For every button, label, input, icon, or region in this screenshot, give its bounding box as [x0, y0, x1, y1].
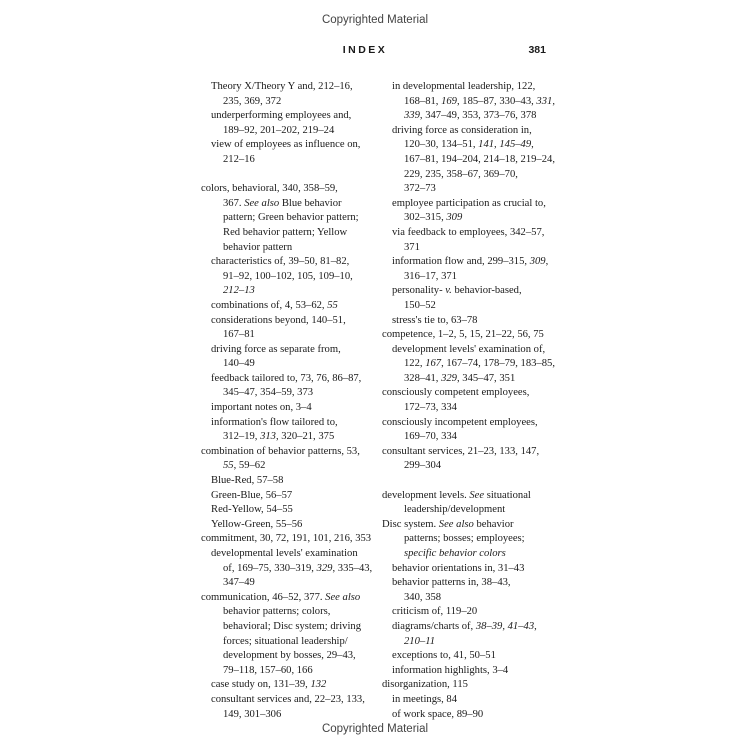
index-entry-continuation: 229, 235, 358–67, 369–70,	[404, 168, 518, 180]
index-entry-continuation: 347–49	[223, 577, 255, 589]
index-subentry: of work space, 89–90	[392, 708, 484, 720]
index-entry-continuation: leadership/development	[404, 504, 506, 516]
index-entry-continuation: 120–30, 134–51, 141, 145–49,	[404, 139, 534, 151]
index-entry-continuation: forces; situational leadership/	[223, 635, 348, 647]
index-entry: consciously incompetent employees,	[382, 416, 538, 428]
index-subentry: criticism of, 119–20	[392, 606, 478, 618]
index-subentry: important notes on, 3–4	[211, 402, 312, 414]
index-subentry: Yellow-Green, 55–56	[211, 518, 303, 530]
index-entry: Disc system. See also behavior	[382, 518, 514, 530]
page-number: 381	[528, 44, 546, 56]
index-subentry: information highlights, 3–4	[392, 664, 509, 676]
index-entry-continuation: 167–81	[223, 329, 255, 341]
index-subentry: in developmental leadership, 122,	[392, 81, 536, 92]
index-entry-continuation: 339, 347–49, 353, 373–76, 378	[404, 110, 537, 122]
index-entry-continuation: 140–49	[223, 358, 255, 370]
index-subentry: development levels' examination of,	[392, 343, 546, 355]
index-subentry: information's flow tailored to,	[211, 416, 338, 428]
index-entry-continuation: 122, 167, 167–74, 178–79, 183–85,	[404, 358, 555, 370]
index-entry-continuation: 79–118, 157–60, 166	[223, 664, 313, 676]
index-entry-continuation: behavioral; Disc system; driving	[223, 620, 361, 632]
index-subentry: developmental levels' examination	[211, 548, 358, 559]
index-entry-continuation: 345–47, 354–59, 373	[223, 387, 314, 399]
index-entry-continuation: of, 169–75, 330–319, 329, 335–43,	[223, 562, 373, 574]
index-entry-continuation: 169–70, 334	[404, 431, 457, 443]
index-entry-continuation: 328–41, 329, 345–47, 351	[404, 372, 516, 384]
index-entry: commitment, 30, 72, 191, 101, 216, 353	[201, 533, 372, 545]
index-entry-continuation: 168–81, 169, 185–87, 330–43, 331,	[404, 95, 555, 107]
index-subentry: Theory X/Theory Y and, 212–16,	[211, 81, 353, 92]
index-subentry: underperforming employees and,	[211, 110, 352, 122]
index-subentry: characteristics of, 39–50, 81–82,	[211, 256, 350, 268]
index-subentry: behavior patterns in, 38–43,	[392, 577, 511, 589]
index-entry-continuation: development by bosses, 29–43,	[223, 650, 356, 662]
index-subentry: Blue-Red, 57–58	[211, 475, 284, 487]
index-subentry: information flow and, 299–315, 309,	[392, 256, 549, 268]
index-entry: competence, 1–2, 5, 15, 21–22, 56, 75	[382, 329, 544, 341]
index-subentry: feedback tailored to, 73, 76, 86–87,	[211, 372, 362, 384]
index-subentry: via feedback to employees, 342–57,	[392, 226, 545, 238]
index-entry-continuation: 235, 369, 372	[223, 95, 282, 107]
index-entry-continuation: 371	[404, 241, 420, 253]
index-entry-continuation: pattern; Green behavior pattern;	[223, 212, 359, 224]
index-entry-continuation: patterns; bosses; employees;	[404, 533, 525, 545]
index-entry-continuation: 150–52	[404, 299, 436, 311]
index-entry-continuation: 55, 59–62	[223, 460, 266, 472]
index-entry-continuation: behavior pattern	[223, 241, 293, 253]
index-entry: disorganization, 115	[382, 679, 468, 691]
watermark-bottom: Copyrighted Material	[321, 723, 429, 735]
index-entry: development levels. See situational	[382, 489, 531, 501]
index-entry-continuation: specific behavior colors	[404, 548, 506, 559]
index-subentry: diagrams/charts of, 38–39, 41–43,	[392, 620, 537, 632]
index-entry-continuation: 91–92, 100–102, 105, 109–10,	[223, 270, 353, 282]
entry-spacer	[382, 474, 552, 489]
index-entry-continuation: Red behavior pattern; Yellow	[223, 226, 348, 238]
index-entry-continuation: 212–13	[223, 285, 255, 297]
index-entry-continuation: 302–315, 309	[404, 212, 463, 224]
index-entry-continuation: 189–92, 201–202, 219–24	[223, 124, 335, 136]
index-subentry: Green-Blue, 56–57	[211, 489, 293, 501]
index-subentry: considerations beyond, 140–51,	[211, 314, 346, 326]
index-column-right	[382, 80, 555, 722]
index-entry: consciously competent employees,	[382, 387, 530, 399]
index-entry-continuation: behavior patterns; colors,	[223, 606, 331, 618]
index-subentry: driving force as consideration in,	[392, 124, 532, 136]
index-subentry: in meetings, 84	[392, 693, 458, 705]
index-subentry: consultant services and, 22–23, 133,	[211, 693, 365, 705]
index-entry-continuation: 210–11	[404, 635, 435, 647]
index-subentry: employee participation as crucial to,	[392, 197, 546, 209]
index-entry-continuation: 340, 358	[404, 591, 442, 603]
index-entry-continuation: 172–73, 334	[404, 402, 457, 414]
index-subentry: personality- v. behavior-based,	[392, 285, 522, 297]
index-entry: colors, behavioral, 340, 358–59,	[201, 183, 338, 195]
index-entry-continuation: 212–16	[223, 153, 255, 165]
index-entry-continuation: 299–304	[404, 460, 442, 472]
index-entry-continuation: 372–73	[404, 183, 436, 195]
index-subentry: combinations of, 4, 53–62, 55	[211, 299, 338, 311]
entry-spacer	[201, 168, 381, 183]
index-subentry: stress's tie to, 63–78	[392, 314, 478, 326]
index-entry-continuation: 312–19, 313, 320–21, 375	[223, 431, 335, 443]
index-entry: combination of behavior patterns, 53,	[201, 445, 360, 457]
index-entry-continuation: 167–81, 194–204, 214–18, 219–24,	[404, 153, 555, 165]
index-entry-continuation: 367. See also Blue behavior	[223, 197, 342, 209]
watermark-top: Copyrighted Material	[321, 14, 429, 26]
index-subentry: driving force as separate from,	[211, 343, 341, 355]
running-header-title: INDEX	[342, 44, 388, 56]
index-column-left	[201, 80, 381, 722]
index-subentry: Red-Yellow, 54–55	[211, 504, 293, 516]
index-entry: communication, 46–52, 377. See also	[201, 591, 361, 603]
index-subentry: case study on, 131–39, 132	[211, 679, 327, 691]
index-subentry: behavior orientations in, 31–43	[392, 562, 525, 574]
index-subentry: view of employees as influence on,	[211, 139, 361, 151]
index-entry-continuation: 316–17, 371	[404, 270, 457, 282]
index-subentry: exceptions to, 41, 50–51	[392, 650, 496, 662]
index-entry-continuation: 149, 301–306	[223, 708, 282, 720]
index-entry: consultant services, 21–23, 133, 147,	[382, 445, 540, 457]
